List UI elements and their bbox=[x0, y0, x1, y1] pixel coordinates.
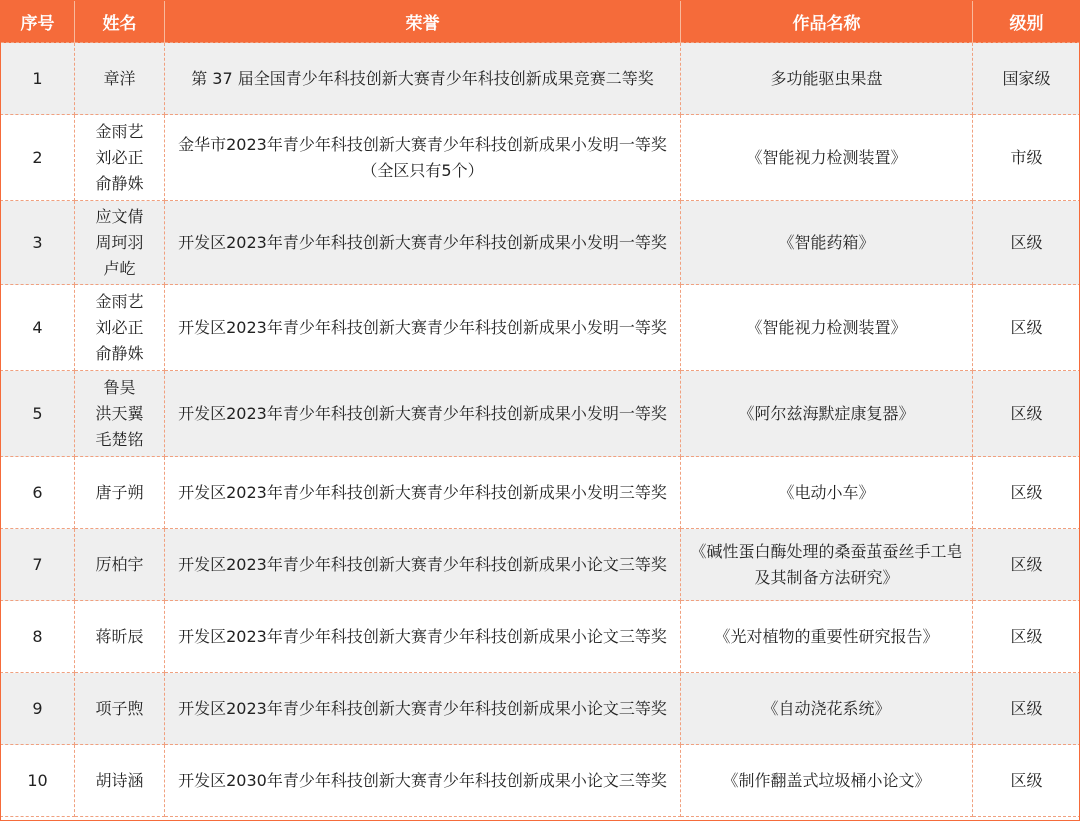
row-index: 2 bbox=[1, 115, 75, 201]
table-row bbox=[1, 371, 1080, 457]
row-level: 市级 bbox=[973, 115, 1080, 201]
student-name: 鲁昊 bbox=[103, 377, 136, 397]
row-names bbox=[75, 745, 165, 817]
table-row bbox=[1, 43, 1080, 115]
student-name: 蒋昕辰 bbox=[95, 626, 144, 646]
row-level: 区级 bbox=[973, 745, 1080, 817]
row-honor: 金华市2023年青少年科技创新大赛青少年科技创新成果小发明一等奖（全区只有5个） bbox=[165, 115, 681, 201]
row-honor: 开发区2023年青少年科技创新大赛青少年科技创新成果小发明一等奖 bbox=[165, 371, 681, 457]
row-work-title: 《智能药箱》 bbox=[681, 201, 973, 285]
table-body bbox=[1, 43, 1080, 817]
row-index: 8 bbox=[1, 601, 75, 673]
row-index: 10 bbox=[1, 745, 75, 817]
row-honor: 第 37 届全国青少年科技创新大赛青少年科技创新成果竞赛二等奖 bbox=[165, 43, 681, 115]
row-honor: 开发区2030年青少年科技创新大赛青少年科技创新成果小论文三等奖 bbox=[165, 745, 681, 817]
table-row bbox=[1, 115, 1080, 201]
row-names bbox=[75, 371, 165, 457]
header-name: 姓名 bbox=[75, 0, 165, 43]
student-name: 周珂羽 bbox=[95, 232, 144, 252]
row-level: 国家级 bbox=[973, 43, 1080, 115]
row-index: 7 bbox=[1, 529, 75, 601]
row-index: 3 bbox=[1, 201, 75, 285]
table-header-row bbox=[1, 0, 1080, 43]
row-level: 区级 bbox=[973, 673, 1080, 745]
row-names bbox=[75, 43, 165, 115]
row-work-title: 《自动浇花系统》 bbox=[681, 673, 973, 745]
row-index: 6 bbox=[1, 457, 75, 529]
student-name: 章洋 bbox=[103, 68, 136, 88]
row-work-title: 《智能视力检测装置》 bbox=[681, 115, 973, 201]
table-row bbox=[1, 529, 1080, 601]
row-honor: 开发区2023年青少年科技创新大赛青少年科技创新成果小论文三等奖 bbox=[165, 529, 681, 601]
row-names bbox=[75, 115, 165, 201]
row-level: 区级 bbox=[973, 529, 1080, 601]
student-name: 金雨艺 bbox=[95, 121, 144, 141]
student-name: 胡诗涵 bbox=[95, 770, 144, 790]
student-name: 刘必正 bbox=[95, 147, 144, 167]
row-work-title: 《电动小车》 bbox=[681, 457, 973, 529]
row-level: 区级 bbox=[973, 285, 1080, 371]
row-index: 1 bbox=[1, 43, 75, 115]
row-names bbox=[75, 457, 165, 529]
row-level: 区级 bbox=[973, 601, 1080, 673]
row-work-title: 《智能视力检测装置》 bbox=[681, 285, 973, 371]
row-work-title: 多功能驱虫果盘 bbox=[681, 43, 973, 115]
student-name: 唐子朔 bbox=[95, 482, 144, 502]
row-level: 区级 bbox=[973, 457, 1080, 529]
row-index: 9 bbox=[1, 673, 75, 745]
row-honor: 开发区2023年青少年科技创新大赛青少年科技创新成果小发明一等奖 bbox=[165, 201, 681, 285]
row-index: 4 bbox=[1, 285, 75, 371]
student-name: 应文倩 bbox=[95, 206, 144, 226]
student-name: 刘必正 bbox=[95, 317, 144, 337]
row-level: 区级 bbox=[973, 371, 1080, 457]
table-row bbox=[1, 745, 1080, 817]
row-honor: 开发区2023年青少年科技创新大赛青少年科技创新成果小发明三等奖 bbox=[165, 457, 681, 529]
table-row bbox=[1, 201, 1080, 285]
row-honor: 开发区2023年青少年科技创新大赛青少年科技创新成果小论文三等奖 bbox=[165, 601, 681, 673]
row-names bbox=[75, 285, 165, 371]
row-honor: 开发区2023年青少年科技创新大赛青少年科技创新成果小发明一等奖 bbox=[165, 285, 681, 371]
row-level: 区级 bbox=[973, 201, 1080, 285]
row-work-title: 《碱性蛋白酶处理的桑蚕茧蚕丝手工皂及其制备方法研究》 bbox=[681, 529, 973, 601]
row-names bbox=[75, 601, 165, 673]
header-index: 序号 bbox=[1, 0, 75, 43]
table-row bbox=[1, 673, 1080, 745]
row-index: 5 bbox=[1, 371, 75, 457]
table-row bbox=[1, 285, 1080, 371]
student-name: 厉柏宇 bbox=[95, 554, 144, 574]
row-honor: 开发区2023年青少年科技创新大赛青少年科技创新成果小论文三等奖 bbox=[165, 673, 681, 745]
student-name: 洪天翼 bbox=[95, 403, 144, 423]
row-names bbox=[75, 201, 165, 285]
row-names bbox=[75, 673, 165, 745]
table-row bbox=[1, 457, 1080, 529]
student-name: 金雨艺 bbox=[95, 291, 144, 311]
header-work: 作品名称 bbox=[681, 0, 973, 43]
student-name: 俞静姝 bbox=[95, 173, 144, 193]
student-name: 毛楚铭 bbox=[95, 429, 144, 449]
header-honor: 荣誉 bbox=[165, 0, 681, 43]
row-work-title: 《制作翻盖式垃圾桶小论文》 bbox=[681, 745, 973, 817]
student-name: 项子煦 bbox=[95, 698, 144, 718]
student-name: 俞静姝 bbox=[95, 343, 144, 363]
table-row bbox=[1, 601, 1080, 673]
row-work-title: 《光对植物的重要性研究报告》 bbox=[681, 601, 973, 673]
header-level: 级别 bbox=[973, 0, 1080, 43]
row-work-title: 《阿尔兹海默症康复器》 bbox=[681, 371, 973, 457]
student-name: 卢屹 bbox=[103, 258, 136, 278]
row-names bbox=[75, 529, 165, 601]
